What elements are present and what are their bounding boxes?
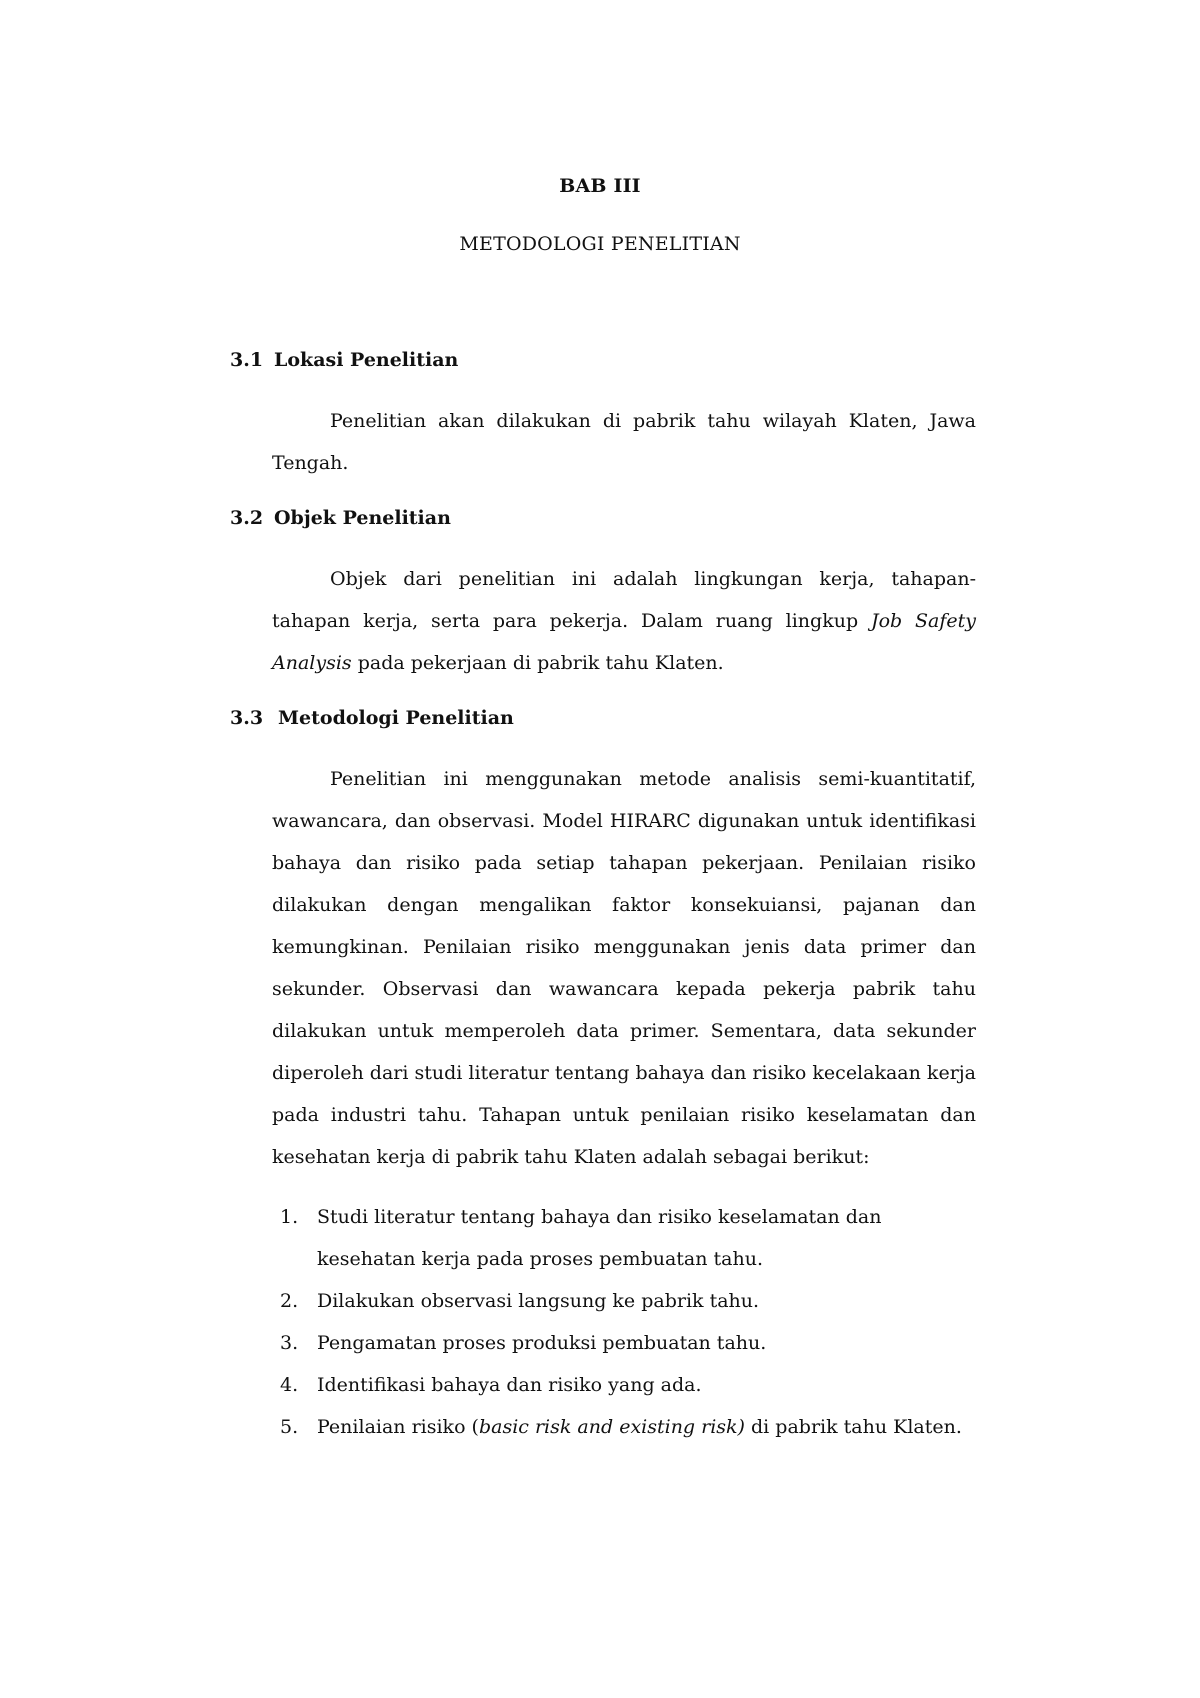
paragraph-objek [272,558,976,684]
list-item-text: Studi literatur tentang bahaya dan risiko keselamatan dan kesehatan kerja pada proses pembuatan tahu. [317,1206,882,1270]
paragraph-text: pada pekerjaan di pabrik tahu Klaten. [351,652,724,674]
list-marker: 4. [280,1374,299,1396]
chapter-title: METODOLOGI PENELITIAN [459,233,741,255]
list-item-text: Identifikasi bahaya dan risiko yang ada. [317,1374,702,1396]
list-marker: 3. [280,1332,299,1354]
list-item-text: Dilakukan observasi langsung ke pabrik tahu. [317,1290,760,1312]
list-item [272,1364,976,1406]
paragraph-lokasi: Penelitian akan dilakukan di pabrik tahu wilayah Klaten, Jawa Tengah. [272,410,976,474]
list-marker: 5. [280,1416,299,1438]
chapter-number: BAB III [559,175,641,197]
steps-list [272,1196,976,1448]
section-heading-lokasi [230,349,458,371]
section-number: 3.3 [230,707,264,729]
list-item [272,1406,976,1448]
list-item [272,1322,976,1364]
section-number: 3.1 [230,349,264,371]
list-item-text: Penilaian risiko ( [317,1416,479,1438]
section-number: 3.2 [230,507,264,529]
list-item-text: di pabrik tahu Klaten. [744,1416,962,1438]
list-item [272,1280,976,1322]
section-heading-metodologi [230,707,514,729]
list-marker: 1. [280,1206,299,1228]
list-item [272,1196,976,1280]
list-marker: 2. [280,1290,299,1312]
list-item-text: Pengamatan proses produksi pembuatan tahu. [317,1332,767,1354]
section-title: Objek Penelitian [274,507,451,529]
section-title: Lokasi Penelitian [274,349,459,371]
italic-term: basic risk and existing risk) [478,1416,745,1438]
paragraph-text: Objek dari penelitian ini adalah lingkungan kerja, tahapan-tahapan kerja, serta para pekerja. Dalam ruang lingkup [272,568,976,632]
paragraph-metodologi: Penelitian ini menggunakan metode analisis semi-kuantitatif, wawancara, dan observasi. Model HIRARC digunakan untuk identifikasi bahaya dan risiko pada setiap tahapan pekerjaan. Penilaian risiko dilakukan dengan mengalikan faktor konsekuiansi, pajanan dan kemungkinan. Penilaian risiko menggunakan jenis data primer dan sekunder. Observasi dan wawancara kepada pekerja pabrik tahu dilakukan untuk memperoleh data primer. Sementara, data sekunder diperoleh dari studi literatur tentang bahaya dan risiko kecelakaan kerja pada industri tahu. Tahapan untuk penilaian risiko keselamatan dan kesehatan kerja di pabrik tahu Klaten adalah sebagai berikut: [272,768,976,1168]
section-heading-objek [230,507,451,529]
section-title: Metodologi Penelitian [278,707,514,729]
italic-term: Job Safety Analysis [272,610,977,674]
